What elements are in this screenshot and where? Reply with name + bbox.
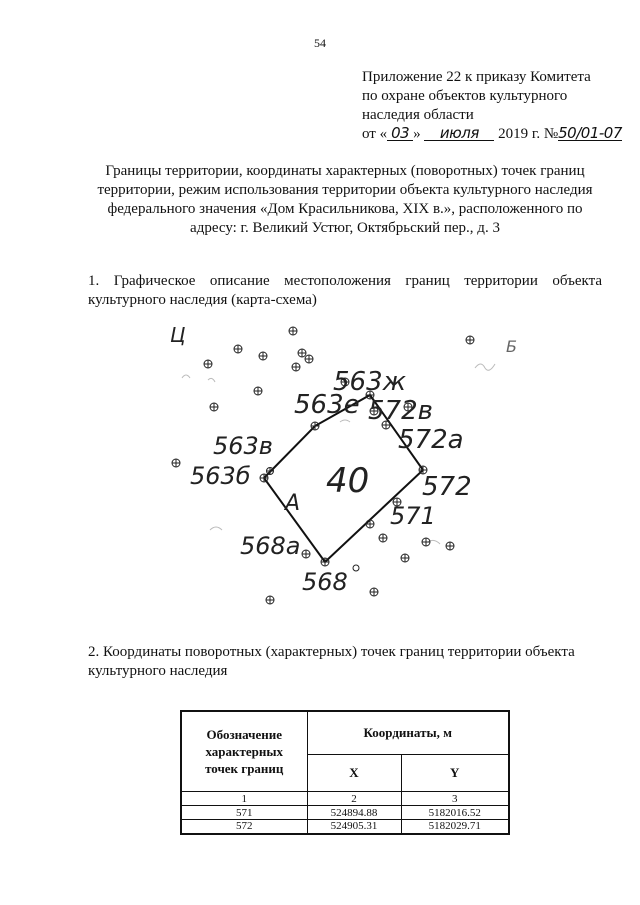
- survey-point: [292, 363, 300, 371]
- survey-point: [298, 349, 306, 357]
- header-designation: Обозначение характерных точек границ: [181, 711, 307, 792]
- label-572: 572: [422, 472, 472, 502]
- survey-point: [379, 534, 387, 542]
- point-cell: 572: [181, 820, 307, 834]
- label-563v: 563в: [213, 432, 273, 460]
- label-572a: 572а: [398, 425, 464, 455]
- index-cell: 1: [181, 792, 307, 806]
- survey-point: [353, 565, 359, 571]
- faint-mark: [182, 375, 190, 378]
- boundary-point: [311, 422, 319, 430]
- survey-point: [305, 355, 313, 363]
- index-cell: 3: [401, 792, 509, 806]
- faint-mark: [208, 378, 215, 382]
- zone-label: А: [285, 491, 301, 516]
- table-row: [181, 806, 509, 820]
- survey-point: [254, 387, 262, 395]
- header-y: Y: [401, 755, 509, 792]
- x-cell: 524894.88: [307, 806, 401, 820]
- faint-mark: [475, 364, 495, 370]
- survey-point: [446, 542, 454, 550]
- document-title: Границы территории, координаты характерных (поворотных) точек границ территории, режим использования территории объекта культурного наследия федерального значения «Дом Красильникова, XIX в.», расположенного по адресу: г. Великий Устюг, Октябрьский пер., д. 3: [97, 163, 593, 236]
- survey-point: [422, 538, 430, 546]
- site-map-scheme: [150, 318, 520, 618]
- date-year: 2019 г. №: [498, 126, 559, 142]
- boundary-point: [302, 550, 310, 558]
- survey-point: [370, 588, 378, 596]
- survey-point: [210, 403, 218, 411]
- y-cell: 5182016.52: [401, 806, 509, 820]
- parcel-number: 40: [326, 461, 370, 501]
- table-header-row: [181, 711, 509, 755]
- x-cell: 524905.31: [307, 820, 401, 834]
- date-prefix: от «: [362, 126, 388, 142]
- label-568a: 568а: [240, 532, 301, 560]
- label-563b: 563б: [190, 462, 251, 490]
- date-day: 03: [387, 126, 413, 141]
- label-568: 568: [302, 568, 348, 596]
- appendix-date-line: [362, 125, 632, 144]
- survey-point: [234, 345, 242, 353]
- appendix-line-3: наследия области: [362, 107, 474, 123]
- survey-point: [266, 596, 274, 604]
- y-cell: 5182029.71: [401, 820, 509, 834]
- label-563zh: 563ж: [333, 367, 407, 397]
- order-number: 50/01-07: [558, 124, 622, 142]
- index-cell: 2: [307, 792, 401, 806]
- label-571: 571: [390, 502, 436, 530]
- boundary-point: [366, 520, 374, 528]
- label-572v: 572в: [368, 396, 433, 426]
- section-2-heading: 2. Координаты поворотных (характерных) точек границ территории объекта культурного наследия: [88, 644, 575, 679]
- date-month: июля: [424, 126, 494, 141]
- boundary-point: [260, 474, 268, 482]
- survey-point: [172, 459, 180, 467]
- survey-point: [466, 336, 474, 344]
- survey-point: [259, 352, 267, 360]
- corner-label-left: Ц: [170, 323, 186, 347]
- date-quote: »: [413, 126, 421, 142]
- page-number: 54: [314, 36, 326, 50]
- section-1-heading: 1. Графическое описание местоположения границ территории объекта культурного наследия (карта-схема): [88, 273, 602, 308]
- faint-mark: [340, 420, 350, 422]
- appendix-line-1: Приложение 22 к приказу Комитета: [362, 69, 591, 85]
- coordinates-table: [180, 710, 510, 835]
- table-index-row: [181, 792, 509, 806]
- survey-point: [204, 360, 212, 368]
- boundary-point: [267, 468, 274, 475]
- label-563e: 563е: [294, 390, 360, 420]
- survey-point: [289, 327, 297, 335]
- header-coordinates: Координаты, м: [307, 711, 509, 755]
- header-x: X: [307, 755, 401, 792]
- faint-mark: [210, 527, 222, 530]
- appendix-line-2: по охране объектов культурного: [362, 88, 568, 104]
- table-row: [181, 820, 509, 834]
- appendix-header: [362, 68, 632, 144]
- survey-point: [401, 554, 409, 562]
- boundary-point: [321, 558, 329, 566]
- corner-label-right: Б: [506, 337, 517, 356]
- point-cell: 571: [181, 806, 307, 820]
